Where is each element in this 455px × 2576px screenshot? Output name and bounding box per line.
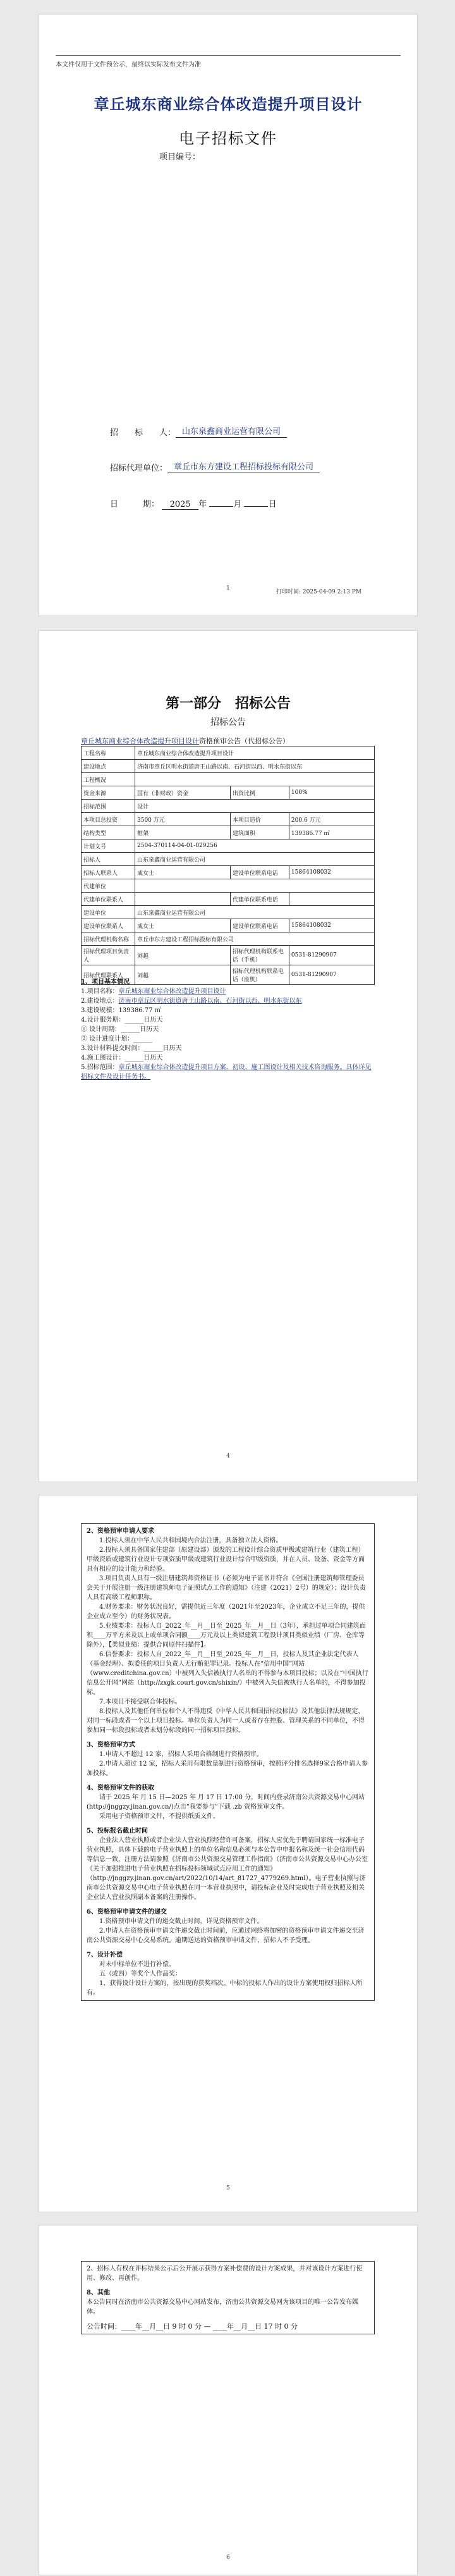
table-cell: 0531-81290907 xyxy=(289,946,374,965)
overview-line: 1、项目基本情况 xyxy=(81,979,130,986)
table-cell: 招标代理机构名称 xyxy=(82,932,135,946)
table-cell: 招标代理机构联系电话（座机） xyxy=(230,965,289,985)
overview-line xyxy=(81,1025,375,1034)
preview-notice: 本文件仅用于文件预公示，最终以实际发布文件为准 xyxy=(56,61,201,68)
project-info-table xyxy=(81,746,375,985)
date-year: 2025 xyxy=(162,500,198,510)
table-cell: 成女士 xyxy=(135,919,231,932)
table-cell: 2504-370114-04-01-029256 xyxy=(135,839,375,853)
date-row xyxy=(110,497,276,510)
table-cell: 0531-81290907 xyxy=(289,965,374,985)
overview-link: 济南市章丘区明水街道唐王山路以南、石河街以西、明水东街以东 xyxy=(118,998,302,1005)
overview-text: 3.建设规模：139386.77 ㎡ xyxy=(81,1007,161,1014)
overview-line xyxy=(81,1063,375,1082)
table-cell: 代建单位联系电话 xyxy=(230,893,289,906)
table-row xyxy=(82,786,375,800)
table-cell: 200.6 万元 xyxy=(289,813,374,826)
print-time: 打印时间: 2025-04-09 2:13 PM xyxy=(276,589,361,595)
table-cell xyxy=(135,893,231,906)
overview-line xyxy=(81,1015,375,1025)
table-cell: 招标人 xyxy=(82,853,135,866)
other-heading: 8、其他 xyxy=(87,2289,110,2296)
table-cell: 刘越 xyxy=(135,946,231,965)
table-cell: 本项目造价 xyxy=(230,813,289,826)
overview-line xyxy=(81,1053,375,1063)
page-number: 4 xyxy=(226,1453,230,1459)
tenderer-value: 山东泉鑫商业运营有限公司 xyxy=(176,424,287,438)
table-caption xyxy=(81,736,289,746)
publish-time-value: ____年__月__日 9 时 0 分 — ____年__月__日 17 时 0 分 xyxy=(121,2322,298,2331)
page-number: 5 xyxy=(226,2185,230,2191)
section-heading: 5、投标报名截止时间 xyxy=(87,1828,148,1835)
table-cell: 章丘市东方建设工程招标投标有限公司 xyxy=(135,932,375,946)
section-paragraph: 请于 2025 年 月 15 日—2025 年 月 17 日 17:00 分，时间内登录济南公共资源交易中心网站(http://jnggzy.jinan.gov.cn/)点击“我要参与”下载 .zb 资格预审文件。 xyxy=(87,1794,365,1811)
section-paragraph: 1.投标人须在中华人民共和国境内合法注册，具备独立法人资格。 xyxy=(99,1537,282,1544)
table-cell: 成女士 xyxy=(135,866,231,879)
section-paragraph: 2.投标人须具备国家住建部（原建设部）颁发的工程设计综合资质甲级或建筑行业（建筑工程）甲级资质或建筑行业设计专项资质甲级或建筑行业设计综合甲级资质，并在人员、设备、资金等方面具有相应的设计能力和经验。 xyxy=(87,1547,365,1573)
table-row xyxy=(82,932,375,946)
section-paragraph: 6.信誉要求：投标人自_2022_年__月__日至_2025_年__月__日，投标人及其企业法定代表人（基金经理）、拟委任的项目负责人无行贿犯罪记录。投标人在“信用中国”网站（www.creditchina.gov.cn）中被列入失信被执行人名单的不得参与本项目投标；以及在“中国执行信息公开网”网站（http://zxgk.court.gov.cn/shixin/）中被列入失信被执行人名单的，不得参加投标。 xyxy=(87,1651,368,1696)
table-cell: 框架 xyxy=(135,826,231,839)
overview-text: 4.设计服务期：______日历天 xyxy=(81,1017,163,1024)
overview-text: 5.招标范围： xyxy=(81,1064,119,1071)
section-paragraph: 1.资格预审申请文件的递交截止时间，详见资格预审文件。 xyxy=(99,1918,264,1925)
caption-project-link[interactable]: 章丘城东商业综合体改造提升项目设计 xyxy=(81,737,199,745)
table-row xyxy=(82,853,375,866)
overview-text: ② 设计进度计划：______ xyxy=(81,1036,153,1043)
publish-time-label: 公告时间： xyxy=(87,2322,121,2331)
section-heading: 6、资格预审申请文件的递交 xyxy=(87,1909,167,1916)
date-month-blank xyxy=(209,506,233,507)
table-cell: 139386.77 ㎡ xyxy=(289,826,374,839)
table-row xyxy=(82,760,375,773)
date-day: 日 xyxy=(268,500,277,509)
table-cell: 出资比例 xyxy=(230,786,289,800)
table-row xyxy=(82,919,375,932)
table-cell: 山东泉鑫商业运营有限公司 xyxy=(135,906,375,919)
table-cell: 山东泉鑫商业运营有限公司 xyxy=(135,853,375,866)
table-cell: 工程概况 xyxy=(82,773,135,786)
requirements-box xyxy=(81,1523,375,2001)
table-cell xyxy=(135,879,375,893)
section-paragraph: 采用电子资格预审文件，不提供纸质文件。 xyxy=(99,1813,219,1820)
overview-link: 章丘城东商业综合体改造提升项目方案、初设、施工图设计及相关技术咨询服务。具体详见招标文件及设计任务书。 xyxy=(81,1064,372,1081)
section-heading: 2、资格预审申请人要求 xyxy=(87,1528,154,1535)
table-cell: 15864108032 xyxy=(289,866,374,879)
table-cell: 本项目总投资 xyxy=(82,813,135,826)
project-overview xyxy=(81,977,375,1082)
section-paragraph: 2.申请人超过 12 家，招标人采用有限数量制进行资格预审，按照评分排名选择9家合格申请人参加投标。 xyxy=(87,1761,368,1777)
document-subtitle: 电子招标文件 xyxy=(179,130,277,147)
overview-text: 2.建设地点： xyxy=(81,998,119,1005)
section-paragraph: 3.项目负责人具有一级注册建筑师资格证书（必须为电子证书并符合《全国注册建筑师管理委员会关于开展注册一级注册建筑师电子证照试点工作的通知》（注建（2021）2号）的规定）；设计负责人具有高级工程师职称。 xyxy=(87,1575,366,1601)
overview-line xyxy=(81,1006,375,1015)
project-number-label: 项目编号： xyxy=(159,152,201,162)
table-cell: 招标代理项目负责人 xyxy=(82,946,135,965)
table-cell: 资金来源 xyxy=(82,786,135,800)
table-cell: 代建单位 xyxy=(82,879,135,893)
table-row xyxy=(82,839,375,853)
table-row xyxy=(82,826,375,839)
table-cell: 建设单位联系电话 xyxy=(230,866,289,879)
publish-time xyxy=(87,2322,369,2331)
page-number: 1 xyxy=(226,585,230,591)
table-cell: 招标范围 xyxy=(82,800,135,813)
table-cell xyxy=(289,893,374,906)
table-cell: 结构类型 xyxy=(82,826,135,839)
table-cell: 建设单位联系人 xyxy=(82,919,135,932)
page-number: 6 xyxy=(226,2554,230,2561)
document-title: 章丘城东商业综合体改造提升项目设计 xyxy=(94,95,363,113)
table-cell: 设计 xyxy=(135,800,375,813)
document-page-1 xyxy=(39,14,418,616)
section-paragraph: 7.本项目不接受联合体投标。 xyxy=(99,1699,181,1706)
table-row xyxy=(82,746,375,760)
section-paragraph: 2.申请人在资格预审申请文件递交截止时间前，应通过网络将加密的资格预审申请文件递交至济南公共资源交易中心交易系统。逾期送达的资格预审申请文件，招标人不予受理。 xyxy=(87,1928,365,1944)
date-day-blank xyxy=(244,506,268,507)
closing-box xyxy=(81,2261,375,2334)
table-row xyxy=(82,800,375,813)
overview-text: 1.项目名称： xyxy=(81,988,119,995)
section-paragraph: 企业法人营业执照或者企业法人营业执照经营许可备案，招标人应优先于聘请国家统一标准电子营业执照，具体下载的电子营业执照上的单位名称信息必须与本公告中申报名称及统一社会信用代码等信息一致，注册方法请参照《济南市公共资源交易管理工作指南》（济南市公共资源交易中心办公室《关于加强推进电子营业执照在招标投标领域试点应用工作的通知》（http://jnggzy.jinan.gov.cn/art/2022/10/14/art_81727_4779269.html）。电子营业执照与济南市公共资源交易中心电子营业执照在同一本营业执照中，请投标企业及时完成电子营业执照及相关企业法人营业执照副本备案的注册操作。 xyxy=(87,1837,368,1901)
table-cell: 计划文号 xyxy=(82,839,135,853)
table-cell: 建设单位联系电话 xyxy=(230,919,289,932)
table-cell: 建筑面积 xyxy=(230,826,289,839)
table-cell: 招标人联系人 xyxy=(82,866,135,879)
table-cell: 国有（非财政）资金 xyxy=(135,786,231,800)
agent-label: 招标代理单位： xyxy=(110,464,168,473)
table-row xyxy=(82,813,375,826)
agent-row xyxy=(110,460,320,473)
agent-value: 章丘市东方建设工程招标投标有限公司 xyxy=(167,460,320,473)
table-cell xyxy=(135,773,375,786)
overview-line xyxy=(81,1034,375,1044)
section-paragraph: 对未中标单位不进行补偿。 xyxy=(99,1961,175,1968)
part-title: 第一部分 招标公告 xyxy=(165,695,291,712)
overview-link: 章丘城东商业综合体改造提升项目设计 xyxy=(118,988,226,995)
table-cell: 刘越 xyxy=(135,965,231,985)
overview-line xyxy=(81,996,375,1006)
table-row xyxy=(82,946,375,965)
exhibition-clause: 2、招标人有权在评标结果公示后公开展示获得方案补偿费的设计方案成果，并对该设计方案进行使用、修改、再创作。 xyxy=(87,2265,363,2282)
other-paragraph: 本公告同时在济南市公共资源交易中心网站发布，济南公共资源交易网为该项目的唯一公告发布媒体。 xyxy=(87,2299,358,2315)
table-cell: 章丘城东商业综合体改造提升项目设计 xyxy=(135,746,375,760)
tenderer-row xyxy=(110,424,287,438)
table-row xyxy=(82,879,375,893)
overview-line xyxy=(81,987,375,996)
table-row xyxy=(82,893,375,906)
section-heading: 4、资格预审文件的获取 xyxy=(87,1785,154,1792)
overview-text: 3.设计材料提交时间：______日历天 xyxy=(81,1045,182,1052)
table-cell: 招标代理联系人 xyxy=(82,965,135,985)
date-year-suffix: 年 xyxy=(198,500,207,509)
table-cell: 工程名称 xyxy=(82,746,135,760)
overview-text: 4.施工图设计：______日历天 xyxy=(81,1055,163,1062)
tenderer-label: 招 标 人： xyxy=(110,428,176,438)
header-rule xyxy=(56,55,401,56)
table-cell: 15864108032 xyxy=(289,919,374,932)
table-cell: 代建单位联系人 xyxy=(82,893,135,906)
document-page-4 xyxy=(39,2225,418,2575)
section-paragraph: 1.申请人不超过 12 家，招标人采用合格制进行资格预审。 xyxy=(99,1751,263,1758)
table-row xyxy=(82,906,375,919)
overview-line xyxy=(81,1044,375,1053)
table-cell: 济南市章丘区明水街道唐王山路以南、石河街以西、明水东街以东 xyxy=(135,760,375,773)
table-cell: 招标代理机构联系电话（手机） xyxy=(230,946,289,965)
table-cell: 100% xyxy=(289,786,374,800)
section-paragraph: 8.投标人及其他任何单位和个人不得违反《中华人民共和国招标投标法》及其他法律法规规定，对同一标段或者一个以上项目投标。单位负责人为同一人或者存在控股、管理关系的不同单位，不得参加同一标段投标或者未划分标段的同一招标项目投标。 xyxy=(87,1708,365,1734)
table-cell: 建设单位 xyxy=(82,906,135,919)
section-paragraph: 5.业绩要求：投标人自_2022_年__月__日至_2025_年__月__日（3年），承担过单项合同建筑面积____万平方米及以上或单项合同额____万元及以上类似建筑工程设计项目类似业绩（厂房、仓库等除外），【类似业绩：提供合同原件扫描件】。 xyxy=(87,1623,366,1649)
table-cell: 建设地点 xyxy=(82,760,135,773)
table-row xyxy=(82,866,375,879)
table-row xyxy=(82,773,375,786)
document-page-3 xyxy=(39,1495,418,2212)
section-heading: 7、设计补偿 xyxy=(87,1952,123,1959)
section-paragraph: 4.财务要求：财务状况良好，需提供近三年度（2021年至2023年，企业成立不足三年的，提供企业成立至今）的财务状况表。 xyxy=(87,1604,365,1620)
section-heading: 3、资格预审方式 xyxy=(87,1742,135,1749)
section-paragraph: 1、获得设计设计方案的，按出现的获奖档次。中标的投标人作出的设计方案使用权归招标人所有。 xyxy=(87,1980,363,1997)
caption-rest: 资格预审公告（代招标公告） xyxy=(199,737,289,745)
table-cell: 3500 万元 xyxy=(135,813,231,826)
overview-text: ① 设计周期：______日历天 xyxy=(81,1026,159,1033)
section-paragraph: 五（或四）等奖个人作品奖： xyxy=(99,1971,181,1978)
date-label: 日 期： xyxy=(110,500,160,509)
date-month: 月 xyxy=(233,500,242,509)
part-subtitle: 招标公告 xyxy=(210,717,246,728)
document-page-2 xyxy=(39,630,418,1482)
